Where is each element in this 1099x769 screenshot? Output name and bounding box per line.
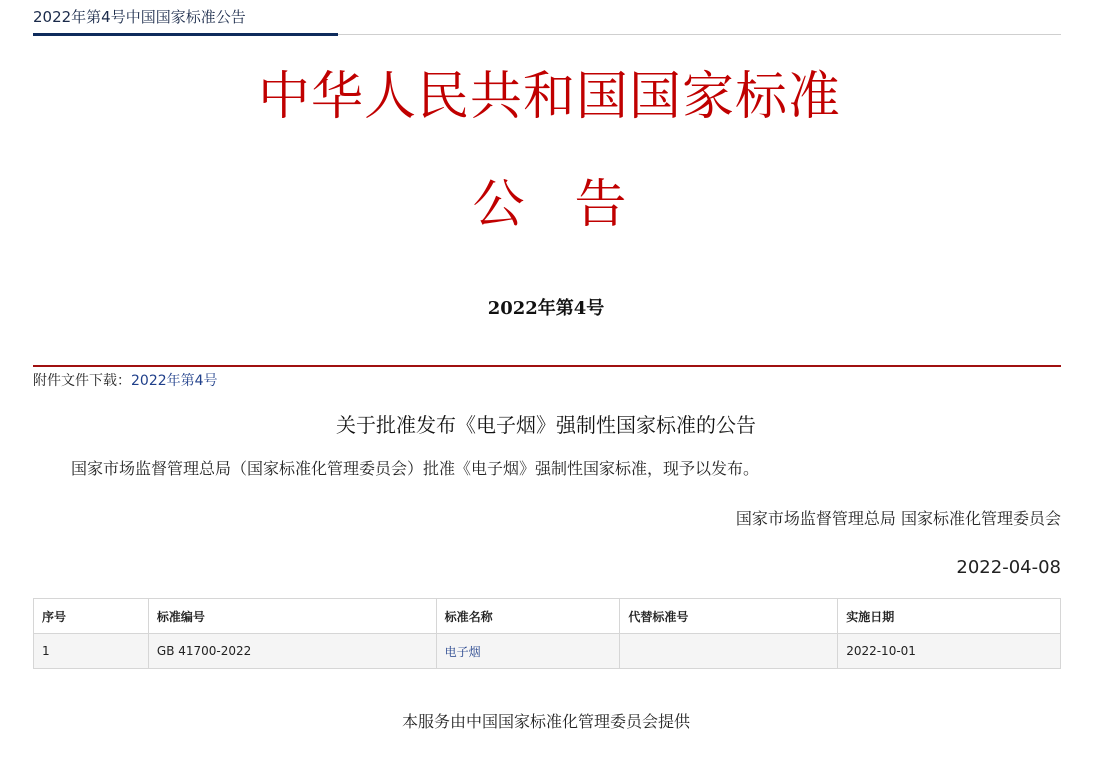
- attachment-label: 附件文件下载：: [33, 373, 131, 389]
- page-subtitle: 公告: [472, 175, 677, 235]
- cell-implementation-date: 2022-10-01: [838, 634, 1061, 669]
- attachment-row: [33, 370, 218, 390]
- attachment-download-link[interactable]: 2022年第4号: [131, 373, 218, 389]
- header-standard-number: 标准编号: [148, 599, 436, 634]
- cell-standard-name: [436, 634, 620, 669]
- table-header-row: [34, 599, 1061, 634]
- breadcrumb-title: 2022年第4号中国国家标准公告: [33, 8, 246, 26]
- header-divider-accent: [33, 33, 338, 36]
- red-divider: [33, 365, 1061, 367]
- table-row: [34, 634, 1061, 669]
- cell-standard-number: GB 41700-2022: [148, 634, 436, 669]
- notice-body: 国家市场监督管理总局（国家标准化管理委员会）批准《电子烟》强制性国家标准，现予以发布。: [71, 459, 760, 478]
- footer-text: 本服务由中国国家标准化管理委员会提供: [401, 712, 690, 731]
- header-standard-name: 标准名称: [436, 599, 620, 634]
- header-replaced-standard: 代替标准号: [620, 599, 838, 634]
- notice-date: 2022-04-08: [956, 557, 1061, 578]
- header-serial: 序号: [34, 599, 149, 634]
- issue-number: 2022年第4号: [487, 298, 605, 319]
- standards-table: [33, 598, 1061, 669]
- header-implementation-date: 实施日期: [838, 599, 1061, 634]
- cell-replaced-standard: [620, 634, 838, 669]
- notice-title: 关于批准发布《电子烟》强制性国家标准的公告: [336, 413, 756, 437]
- standard-name-link[interactable]: 电子烟: [444, 644, 481, 659]
- cell-serial: 1: [34, 634, 149, 669]
- notice-signers: 国家市场监督管理总局 国家标准化管理委员会: [735, 509, 1061, 528]
- page-title: 中华人民共和国国家标准: [257, 67, 841, 127]
